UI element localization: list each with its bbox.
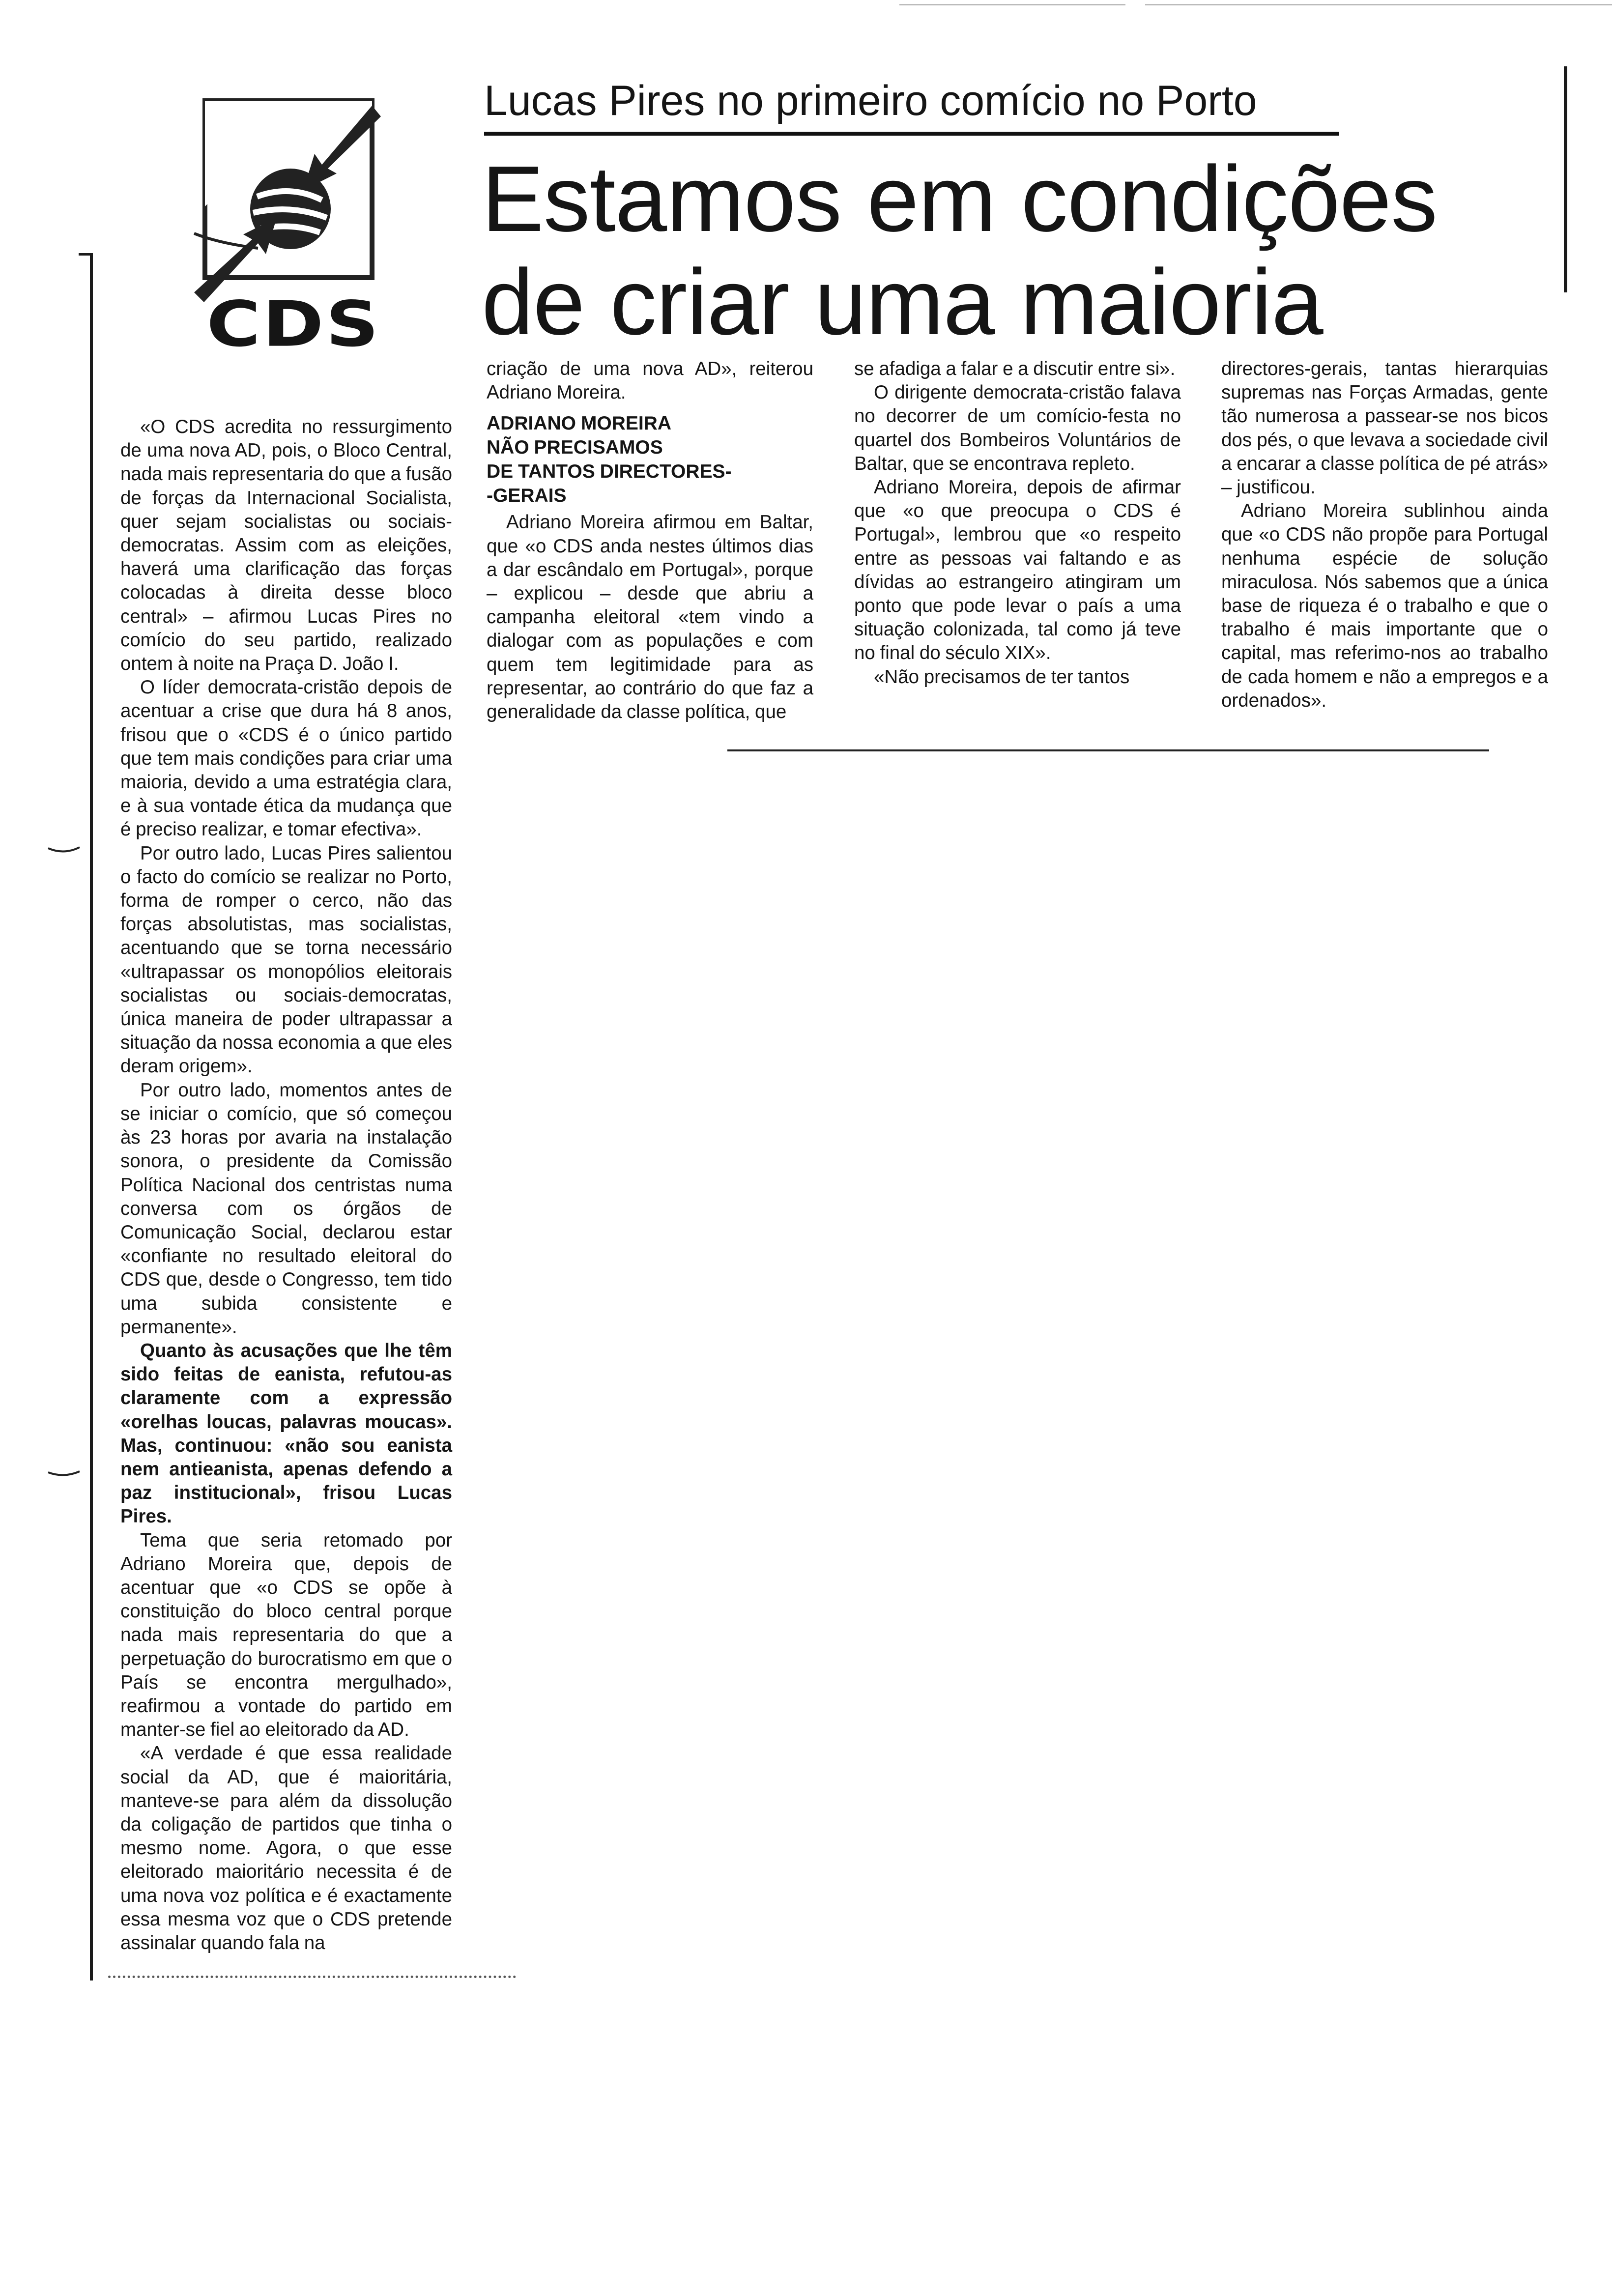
margin-marks <box>44 835 88 1494</box>
cds-wordmark: CDS <box>206 288 381 361</box>
article-subhead: ADRIANO MOREIRA NÃO PRECISAMOS DE TANTOS DIRECTORES- -GERAIS <box>487 413 732 507</box>
article-column-3 <box>854 357 1181 689</box>
paragraph-continued: criação de uma nova AD», reiterou Adriano Moreira. <box>487 358 813 403</box>
headline-line-2: de criar uma maioria <box>482 250 1323 354</box>
article-column-2 <box>487 357 813 724</box>
paragraph: Por outro lado, momentos antes de se iniciar o comício, que só começou às 23 horas por avaria na instalação sonora, o presidente da Comissão Política Nacional dos centristas numa conversa com os órgãos de Comunicação Social, declarou estar «confiante no resultado eleitoral do CDS que, desde o Congresso, tem tido uma subida consistente e permanente». <box>120 1079 452 1338</box>
article-column-1 <box>120 415 452 1955</box>
paragraph: Por outro lado, Lucas Pires salientou o facto do comício se realizar no Porto, forma de romper o cerco, não das forças absolutistas, mas socialistas, acentuando que se torna necessário «ultrapassar os monopólios eleitorais socialistas ou sociais-democratas, única maneira de poder ultrapassar a situação da nossa economia a que eles deram origem». <box>120 842 452 1077</box>
margin-bar-left <box>90 253 93 1980</box>
paragraph: Adriano Moreira, depois de afirmar que «o que preocupa o CDS é Portugal», lembrou que «o respeito entre as pessoas vai faltando e as dívidas ao estrangeiro atingiram um ponto que pode levar o país a uma situação colonizada, tal como já teve no final do século XIX». <box>854 477 1181 664</box>
scan-top-rule <box>1145 4 1612 5</box>
paragraph: «Não precisamos de ter tantos <box>874 666 1130 688</box>
scan-top-rule <box>899 4 1125 5</box>
kicker-headline: Lucas Pires no primeiro comício no Porto <box>484 77 1257 124</box>
paragraph: Adriano Moreira sublinhou ainda que «o CDS não propõe para Portugal nenhuma espécie de solução miraculosa. Nós sabemos que a única base de riqueza é o trabalho e que o trabalho é mais importante que o capital, mas referimo-nos ao trabalho de cada homem e não a empregos e a ordenados». <box>1221 500 1548 711</box>
paragraph: Quanto às acusações que lhe têm sido feitas de eanista, refutou-as claramente com a expressão «orelhas loucas, palavras moucas». Mas, continuou: «não sou eanista nem antieanista, apenas defendo a paz institucional», frisou Lucas Pires. <box>120 1340 452 1527</box>
main-headline <box>482 147 1514 354</box>
paragraph: O líder democrata-cristão depois de acentuar a crise que dura há 8 anos, frisou que o «CDS é o único partido que tem mais condições para criar uma maioria, devido a uma estratégia clara, e à sua vontade ética da mudança que é preciso realizar, e tomar efectiva». <box>120 677 452 840</box>
scan-dotted-edge <box>108 1976 516 1983</box>
cds-emblem <box>174 86 403 312</box>
margin-tick-left <box>79 253 92 256</box>
kicker-rule <box>484 132 1339 136</box>
article-end-rule <box>727 749 1489 751</box>
paragraph: «O CDS acredita no ressurgimento de uma nova AD, pois, o Bloco Central, nada mais representaria do que a fusão de forças da Internacional Socialista, quer sejam socialistas ou sociais-democratas. Assim com as eleições, haverá uma clarificação das forças colocadas à direita desse bloco central» – afirmou Lucas Pires no comício do seu partido, realizado ontem à noite na Praça D. João I. <box>120 416 452 675</box>
headline-line-1: Estamos em condições <box>482 147 1438 251</box>
paragraph-continued: se afadiga a falar e a discutir entre si». <box>854 358 1176 379</box>
paragraph: Adriano Moreira afirmou em Baltar, que «o CDS anda nestes últimos dias a dar escândalo em Portugal», porque – explicou – desde que abriu a campanha eleitoral «tem vindo a dialogar com as populações e com quem tem legitimidade para as representar, ao contrário do que faz a generalidade da classe política, que <box>487 512 813 723</box>
article-column-4 <box>1221 357 1548 713</box>
paragraph: O dirigente democrata-cristão falava no decorrer de um comício-festa no quartel dos Bombeiros Voluntários de Baltar, que se encontrava repleto. <box>854 382 1181 474</box>
cds-logo <box>174 86 403 361</box>
paragraph: «A verdade é que essa realidade social da AD, que é maioritária, manteve-se para além da dissolução da coligação de partidos que tinha o mesmo nome. Agora, o que esse eleitorado maioritário necessita é de uma nova voz política e é exactamente essa mesma voz que o CDS pretende assinalar quando fala na <box>120 1743 452 1953</box>
paragraph-continued: directores-gerais, tantas hierarquias supremas nas Forças Armadas, gente tão numerosa a passear-se nos bicos dos pés, o que levava a sociedade civil a encarar a classe política de pé atrás» – justificou. <box>1221 358 1549 498</box>
margin-bar-right <box>1564 66 1567 292</box>
paragraph: Tema que seria retomado por Adriano Moreira que, depois de acentuar que «o CDS se opõe à constituição do bloco central porque nada mais representaria do que a perpetuação do burocratismo em que o País se encontra mergulhado», reafirmou a vontade do partido em manter-se fiel ao eleitorado da AD. <box>120 1529 452 1741</box>
